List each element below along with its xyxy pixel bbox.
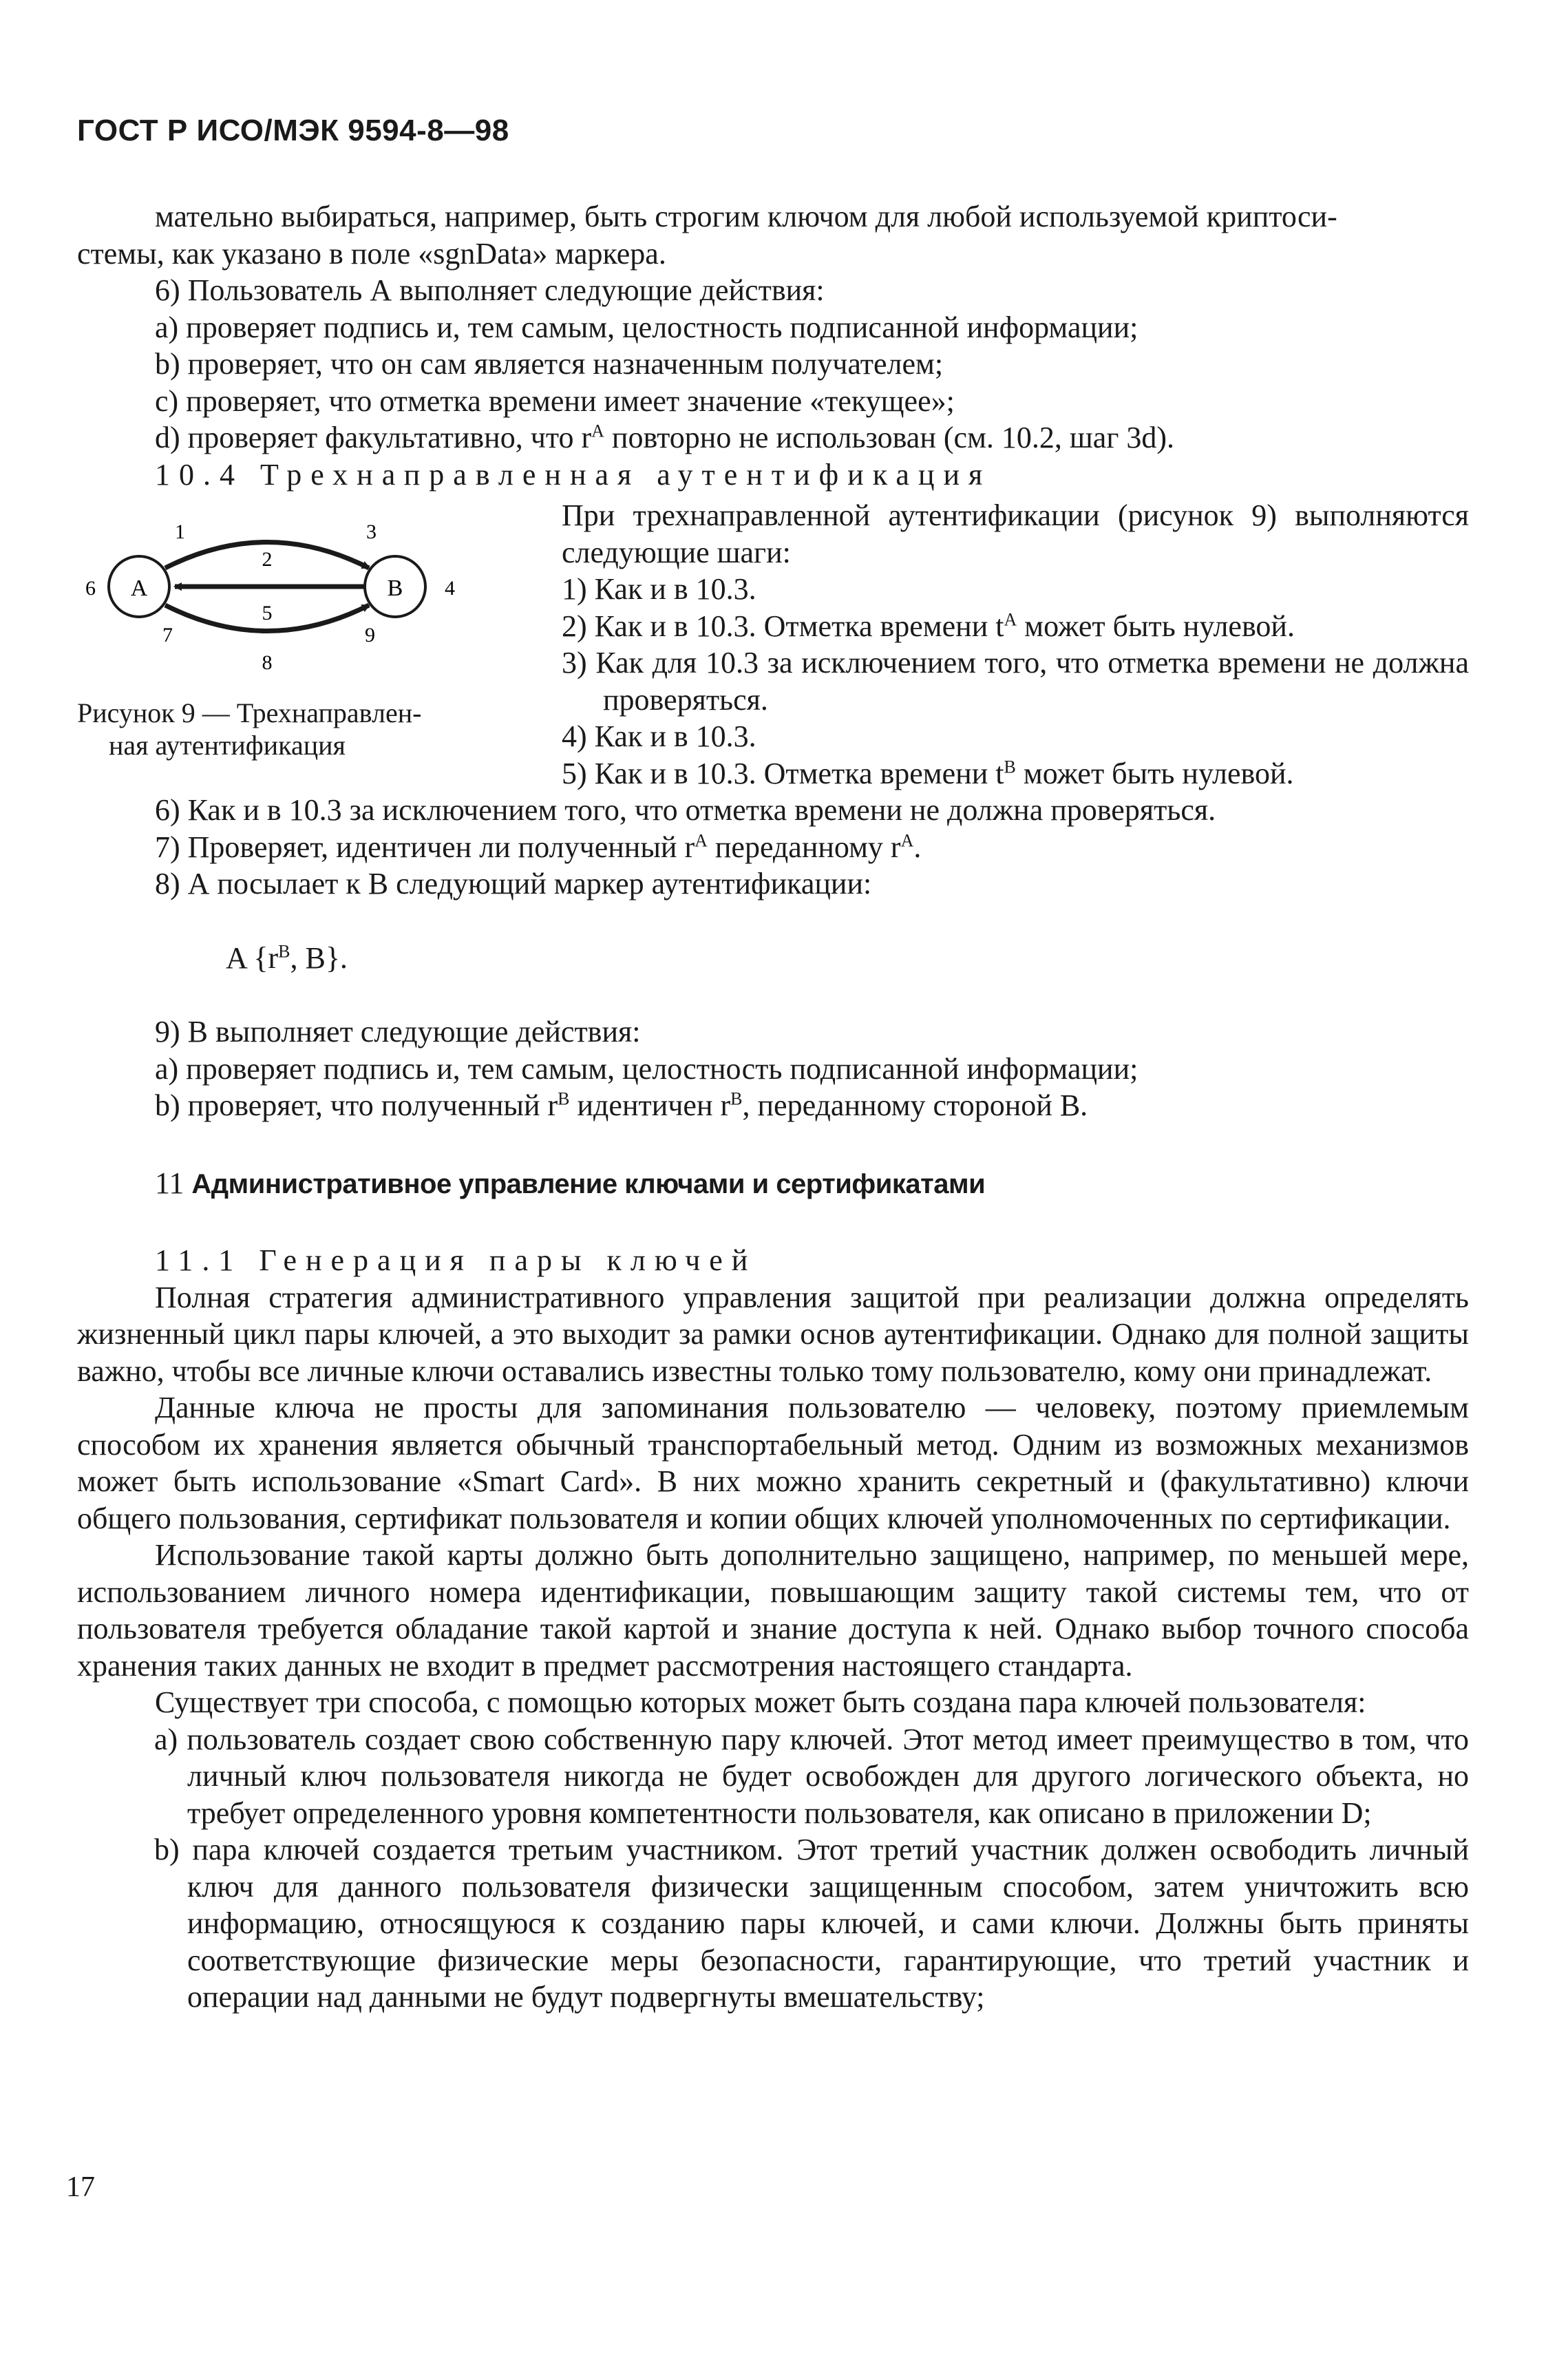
list-item-b	[77, 1087, 1469, 1124]
paragraph: Существует три способа, с помощью которых может быть создана пара ключей пользователя:	[155, 1685, 1366, 1719]
superscript: A	[900, 830, 914, 850]
section-11-body	[77, 1242, 1469, 2016]
list-item-a: а) проверяет подпись и, тем самым, целостность подписанной информации;	[155, 1051, 1138, 1086]
right-column-steps	[562, 497, 1469, 792]
three-way-auth-diagram	[77, 509, 476, 675]
list-item-a: а) проверяет подпись и, тем самым, целостность подписанной информации;	[155, 310, 1138, 344]
step-1: 1) Как и в 10.3.	[562, 572, 756, 606]
paragraph: Полная стратегия административного управления защитой при реализации должна определять жизненный цикл пары ключей, а это выходит за рамки основ аутентификации. Однако для полной защиты важно, чтобы все личные ключи оставались известны только тому пользователю, кому они принадлежат.	[77, 1280, 1469, 1388]
text-run: b) проверяет, что полученный r	[155, 1088, 558, 1122]
text-run: 2) Как и в 10.3. Отметка времени t	[562, 609, 1004, 643]
intro-paragraph: При трехнаправленной аутентификации (рисунок 9) выполняются следующие шаги:	[562, 498, 1469, 569]
section-heading-10-4: 10.4 Трехнаправленная аутентификация	[155, 457, 992, 492]
caption-line: ная аутентификация	[109, 730, 346, 761]
step-8: 8) А посылает к В следующий маркер аутентификации:	[155, 867, 872, 901]
text-run: может быть нулевой.	[1015, 756, 1294, 790]
step-4: 4) Как и в 10.3.	[562, 719, 756, 753]
top-text-block	[77, 198, 1469, 493]
superscript: B	[558, 1088, 570, 1109]
text-run: 5) Как и в 10.3. Отметка времени t	[562, 756, 1004, 790]
list-item-b: b) пара ключей создается третьим участником. Этот третий участник должен освободить личный ключ для данного пользователя физически защищенным способом, затем уничтожить всю информацию, относящуюся к созданию пары ключей, и сами ключи. Должны быть приняты соответствующие физические меры безопасности, гарантирующие, что третий участник и операции над данными не будут подвергнуты вмешательству;	[154, 1833, 1469, 2014]
text-line: мательно выбираться, например, быть строгим ключом для любой используемой криптоси-	[155, 200, 1337, 233]
text-run: , переданному стороной В.	[742, 1088, 1088, 1122]
diagram-label-6: 6	[85, 577, 96, 600]
section-title: Административное управление ключами и сертификатами	[191, 1169, 986, 1199]
text-run: A {r	[226, 940, 279, 975]
diagram-label-8: 8	[262, 651, 273, 674]
section-heading	[77, 1165, 1469, 1203]
diagram-label-4: 4	[445, 577, 455, 600]
superscript: A	[695, 830, 708, 850]
list-item-c: с) проверяет, что отметка времени имеет значение «текущее»;	[155, 383, 955, 418]
text-run: d) проверяет факультативно, что r	[155, 421, 592, 454]
text-run: идентичен r	[569, 1088, 731, 1122]
text-line: стемы, как указано в поле «sgnData» маркера.	[77, 236, 666, 271]
figure-9-caption	[77, 697, 476, 761]
token-formula	[77, 940, 1469, 977]
text-run: может быть нулевой.	[1017, 609, 1295, 643]
diagram-label-5: 5	[262, 602, 273, 624]
diagram-label-1: 1	[175, 520, 185, 543]
list-item-d	[77, 419, 1469, 456]
paragraph: Данные ключа не просты для запоминания пользователю — человеку, поэтому приемлемым способом их хранения является обычный транспортабельный метод. Одним из возможных механизмов может быть использование «Smart Card». В них можно хранить секретный и (факультативно) ключи общего пользования, сертификат пользователя и копии общих ключей уполномоченных по сертификации.	[77, 1391, 1469, 1535]
text-run: 7) Проверяет, идентичен ли полученный r	[155, 830, 695, 864]
diagram-label-7: 7	[162, 624, 173, 646]
superscript: B	[730, 1088, 743, 1109]
step-3: 3) Как для 10.3 за исключением того, что отметка времени не должна проверяться.	[562, 646, 1469, 717]
text-run: переданному r	[707, 830, 901, 864]
step-2	[562, 608, 1469, 645]
page-number: 17	[66, 2171, 95, 2203]
step-5	[562, 755, 1469, 792]
text-run: повторно не использован (см. 10.2, шаг 3d).	[604, 421, 1175, 454]
paragraph: Использование такой карты должно быть дополнительно защищено, например, по меньшей мере, использованием личного номера идентификации, повышающим защиту такой системы тем, что от пользователя требуется обладание такой картой и знание доступа к ней. Однако выбор точного способа хранения таких данных не входит в предмет рассмотрения настоящего стандарта.	[77, 1538, 1469, 1683]
node-b-label: B	[387, 576, 403, 601]
document-header: ГОСТ Р ИСО/МЭК 9594-8—98	[77, 114, 509, 147]
caption-line: Рисунок 9 — Трехнаправлен-	[77, 697, 422, 728]
subsection-heading-11-1: 11.1 Генерация пары ключей	[155, 1243, 757, 1277]
diagram-label-9: 9	[365, 624, 375, 646]
middle-text-block	[77, 792, 1469, 1124]
diagram-label-2: 2	[262, 548, 273, 571]
figure-9	[77, 509, 476, 678]
step-7	[77, 829, 1469, 866]
list-item-a: а) пользователь создает свою собственную пару ключей. Этот метод имеет преимущество в том, что личный ключ пользователя никогда не будет освобожден для другого логического объекта, но требует определенного уровня компетентности пользователя, как описано в приложении D;	[154, 1722, 1469, 1830]
superscript: A	[591, 421, 604, 441]
step-9: 9) В выполняет следующие действия:	[155, 1015, 641, 1049]
list-item-b: b) проверяет, что он сам является назначенным получателем;	[155, 347, 944, 381]
superscript: A	[1004, 609, 1017, 629]
text-run: .	[913, 830, 922, 864]
step-6: 6) Пользователь А выполняет следующие действия:	[155, 273, 825, 307]
node-a-label: A	[130, 576, 148, 601]
superscript: B	[278, 940, 290, 961]
step-6: 6) Как и в 10.3 за исключением того, что отметка времени не должна проверяться.	[155, 793, 1216, 827]
superscript: B	[1004, 756, 1016, 777]
diagram-label-3: 3	[366, 520, 377, 543]
section-number: 11	[155, 1166, 192, 1200]
text-run: , B}.	[290, 940, 348, 975]
section-11-heading	[77, 1165, 1469, 1203]
